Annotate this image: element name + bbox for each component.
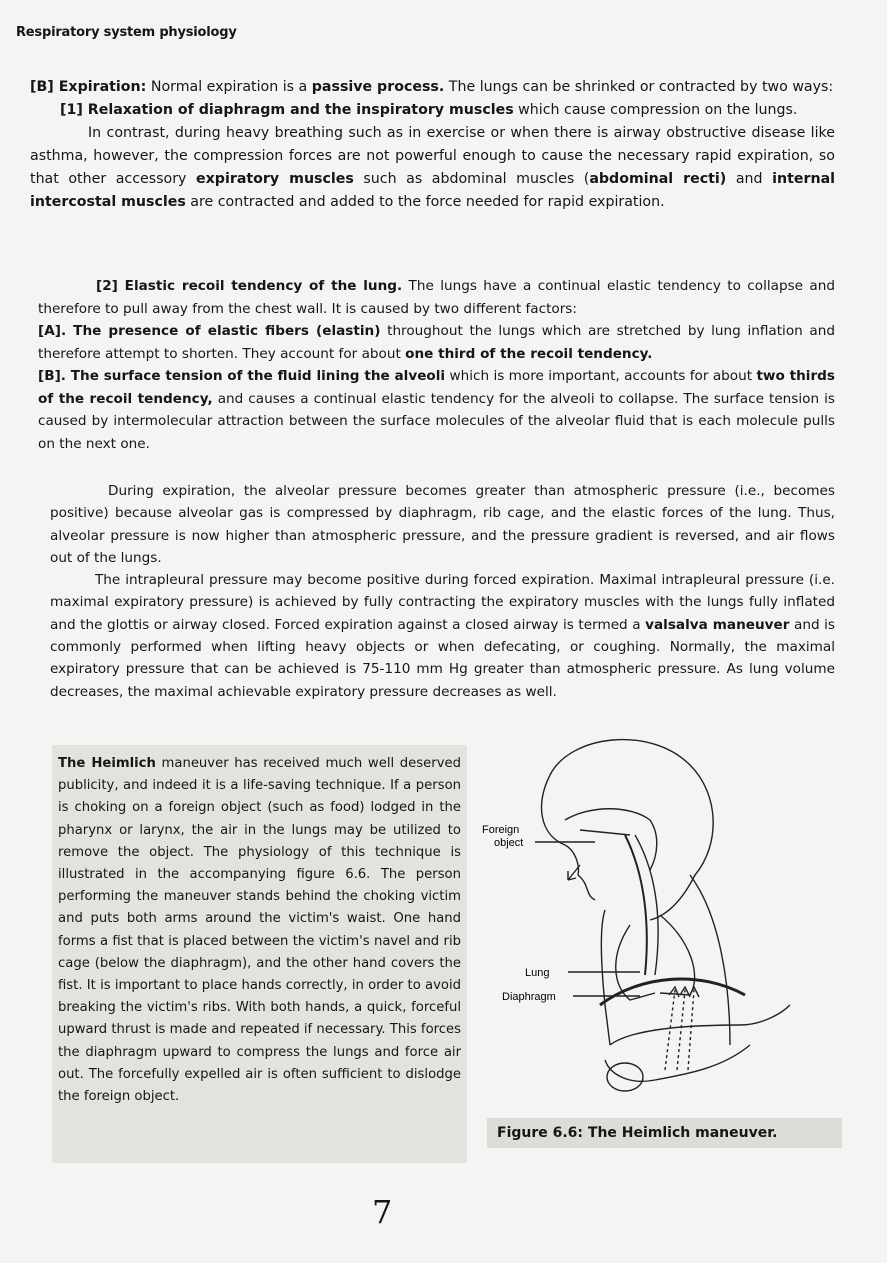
lung-shape [616,925,655,1000]
elastic-fibers-paragraph: [A]. The presence of elastic fibers (elastin) throughout the lungs which are stretched by lung inflation and therefore attempt to shorten. They account for about one third of the recoil tendency. [38,323,835,362]
page-number: 7 [372,1193,393,1231]
section-elastic-recoil [38,275,835,455]
victim-head-outline [565,809,657,870]
figure-caption: Figure 6.6: The Heimlich maneuver. [487,1118,842,1148]
heimlich-body: maneuver has received much well deserved publicity, and indeed it is a life-saving technique. If a person is choking on a foreign object (such as food) lodged in the pharynx or larynx, the air in the lungs may be utilized to remove the object. The physiology of this technique is illustrated in the accompanying figure 6.6. The person performing the maneuver stands behind the choking victim and puts both arms around the victim's waist. One hand forms a fist that is placed between the victim's navel and rib cage (below the diaphragm), and the other hand covers the fist. It is important to place hands correctly, in order to avoid breaking the victim's ribs. With both hands, a quick, forceful upward thrust is made and repeated if necessary. This forces the diaphragm upward to compress the lungs and force air out. The forcefully expelled air is often sufficient to dislodge the foreign object. [58,756,461,1105]
heimlich-heading: The Heimlich [58,756,156,771]
rescuer-arm [610,1005,790,1045]
label-diaphragm: Diaphragm [502,991,556,1003]
heimlich-text-box [52,745,467,1163]
expiration-heading: [B] Expiration: [30,79,147,95]
section-expiration [30,76,835,214]
diaphragm-shape [600,979,745,1005]
surface-tension-paragraph: [B]. The surface tension of the fluid lining the alveoli which is more important, accounts for about two thirds of the recoil tendency, and causes a continual elastic tendency for the alveoli to collapse. The surface tension is caused by intermolecular attraction between the surface molecules of the alveolar fluid that is each molecule pulls on the next one. [38,368,835,452]
heimlich-illustration [480,725,850,1125]
rescuer-head-outline [550,740,713,920]
label-lung: Lung [525,967,550,979]
expiration-intro: [B] Expiration: Normal expiration is a passive process. The lungs can be shrinked or contracted by two ways: [30,79,834,95]
page-header: Respiratory system physiology [16,25,237,40]
relaxation-paragraph: [1] Relaxation of diaphragm and the inspiratory muscles which cause compression on the lungs. [60,102,798,118]
elastic-recoil-paragraph: [2] Elastic recoil tendency of the lung. The lungs have a continual elastic tendency to collapse and therefore to pull away from the chest wall. It is caused by two different factors: [38,278,835,317]
heimlich-figure [480,725,850,1125]
fist-icon [607,1063,643,1091]
heavy-breathing-paragraph: In contrast, during heavy breathing such as in exercise or when there is airway obstructive disease like asthma, however, the compression forces are not powerful enough to cause the necessary rapid expiration, so that other accessory expiratory muscles such as abdominal muscles (abdominal recti) and internal intercostal muscles are contracted and added to the force needed for rapid expiration. [30,125,836,210]
upward-thrust-arrows [665,990,694,1070]
intrapleural-pressure-paragraph: The intrapleural pressure may become positive during forced expiration. Maximal intrapleural pressure (i.e. maximal expiratory pressure) is achieved by fully contracting the expiratory muscles with the lungs fully inflated and the glottis or airway closed. Forced expiration against a closed airway is termed a valsalva maneuver and is commonly performed when lifting heavy objects or when defecating, or coughing. Normally, the maximal expiratory pressure that can be achieved is 75-110 mm Hg greater than atmospheric pressure. As lung volume decreases, the maximal achievable expiratory pressure decreases as well. [50,572,835,700]
section-expiration-pressure [50,480,835,703]
label-foreign: Foreign [482,824,520,836]
airway [625,835,647,975]
alveolar-pressure-paragraph: During expiration, the alveolar pressure becomes greater than atmospheric pressure (i.e., becomes positive) because alveolar gas is compressed by diaphragm, rib cage, and the elastic forces of the lung. Thus, alveolar pressure is now higher than atmospheric pressure, and the pressure gradient is reversed, and air flows out of the lungs. [50,483,835,566]
label-object: object [494,837,524,849]
victim-body-outline [601,910,610,1045]
